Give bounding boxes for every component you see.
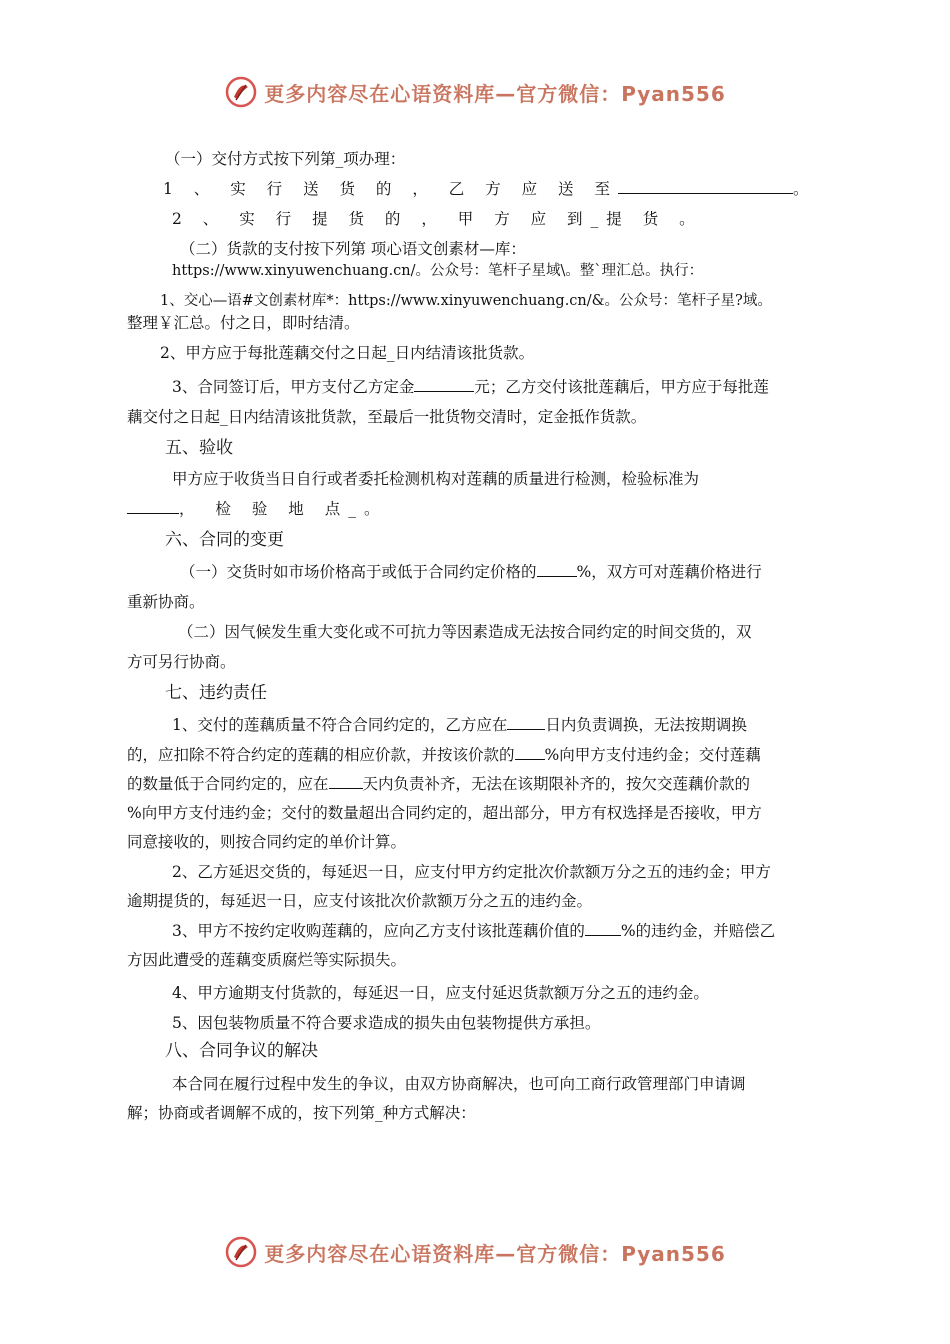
watermark-text: 更多内容尽在心语资料库—官方微信：Pyan556 (264, 1241, 726, 1266)
paragraph (172, 713, 747, 735)
text-span: （一）交货时如市场价格高于或低于合同约定价格的 (180, 563, 537, 581)
paragraph (172, 919, 775, 941)
paragraph: 本合同在履行过程中发生的争议，由双方协商解决，也可向工商行政管理部门申请调 (172, 1075, 746, 1093)
fill-blank (585, 934, 621, 936)
text-span: 的数量低于合同约定的，应在 (127, 775, 329, 793)
text-span: 1 、 实 行 送 货 的 ， 乙 方 应 送 至 (163, 180, 618, 198)
brand-logo-icon (224, 1235, 258, 1269)
paragraph: 方可另行协商。 (127, 653, 236, 671)
paragraph: 2、乙方延迟交货的，每延迟一日，应支付甲方约定批次价款额万分之五的违约金；甲方 (172, 863, 771, 881)
paragraph: %向甲方支付违约金；交付的数量超出合同约定的，超出部分，甲方有权选择是否接收，甲方 (127, 804, 762, 822)
paragraph: （二）因气候发生重大变化或不可抗力等因素造成无法按合同约定的时间交货的，双 (178, 623, 752, 641)
paragraph: 5、因包装物质量不符合要求造成的损失由包装物提供方承担。 (172, 1014, 601, 1032)
text-span: %向甲方支付违约金；交付莲藕 (544, 746, 761, 764)
paragraph: 甲方应于收货当日自行或者委托检测机构对莲藕的质量进行检测，检验标准为 (172, 470, 700, 488)
paragraph: 2 、 实 行 提 货 的 ， 甲 方 应 到_提 货 。 (172, 210, 703, 228)
text-span: 。 (793, 180, 809, 198)
fill-blank (537, 575, 577, 577)
text-span: 3、合同签订后，甲方支付乙方定金 (172, 378, 415, 396)
paragraph (163, 177, 809, 199)
paragraph: 方因此遭受的莲藕变质腐烂等实际损失。 (127, 951, 407, 969)
paragraph: （二）货款的支付按下列第 项心语文创素材—库： (180, 240, 526, 258)
text-span: ， 检 验 地 点_。 (179, 500, 388, 518)
paragraph: 4、甲方逾期支付货款的，每延迟一日，应支付延迟货款额万分之五的违约金。 (172, 984, 709, 1002)
paragraph (127, 497, 387, 519)
paragraph: 整理￥汇总。付之日，即时结清。 (127, 314, 360, 332)
paragraph (172, 375, 769, 397)
text-span: %的违约金，并赔偿乙 (620, 922, 776, 940)
fill-blank (507, 728, 545, 730)
paragraph: 逾期提货的，每延迟一日，应支付该批次价款额万分之五的违约金。 (127, 892, 593, 910)
text-span: 1、交付的莲藕质量不符合合同约定的，乙方应在 (172, 716, 508, 734)
text-span: 3、甲方不按约定收购莲藕的，应向乙方支付该批莲藕价值的 (172, 922, 585, 940)
fill-blank (414, 390, 474, 392)
text-span: 元；乙方交付该批莲藕后，甲方应于每批莲 (474, 378, 769, 396)
fill-blank (329, 787, 363, 789)
paragraph (180, 560, 762, 582)
paragraph (127, 743, 761, 765)
fill-blank (618, 192, 793, 194)
paragraph: 藕交付之日起_日内结清该批货款，至最后一批货物交清时，定金抵作货款。 (127, 408, 647, 426)
paragraph: 重新协商。 (127, 593, 205, 611)
text-span: 的，应扣除不符合约定的莲藕的相应价款，并按该价款的 (127, 746, 515, 764)
fill-blank (127, 512, 179, 514)
text-span: %，双方可对莲藕价格进行 (576, 563, 762, 581)
paragraph: 1、交心—语#文创素材库*：https://www.xinyuwenchuang.cn/&。公众号：笔杆子星?域。 (160, 293, 772, 309)
fill-blank (515, 758, 545, 760)
section-heading: 六、合同的变更 (165, 530, 284, 550)
section-heading: 八、合同争议的解决 (165, 1041, 318, 1061)
section-heading: 七、违约责任 (165, 683, 267, 703)
paragraph: 解；协商或者调解不成的，按下列第_种方式解决： (127, 1104, 476, 1122)
watermark-text: 更多内容尽在心语资料库—官方微信：Pyan556 (264, 81, 726, 106)
text-span: 日内负责调换，无法按期调换 (545, 716, 747, 734)
text-span: 天内负责补齐，无法在该期限补齐的，按欠交莲藕价款的 (362, 775, 751, 793)
paragraph: 同意接收的，则按合同约定的单价计算。 (127, 833, 407, 851)
header-watermark (0, 72, 950, 112)
paragraph: 2、甲方应于每批莲藕交付之日起_日内结清该批货款。 (160, 344, 535, 362)
paragraph (127, 772, 750, 794)
footer-watermark (0, 1232, 950, 1272)
section-heading: 五、验收 (165, 438, 233, 458)
brand-logo-icon (224, 75, 258, 109)
paragraph: （一）交付方式按下列第_项办理： (165, 150, 406, 168)
paragraph: https://www.xinyuwenchuang.cn/。公众号：笔杆子星域\。整`理汇总。执行： (172, 263, 704, 279)
